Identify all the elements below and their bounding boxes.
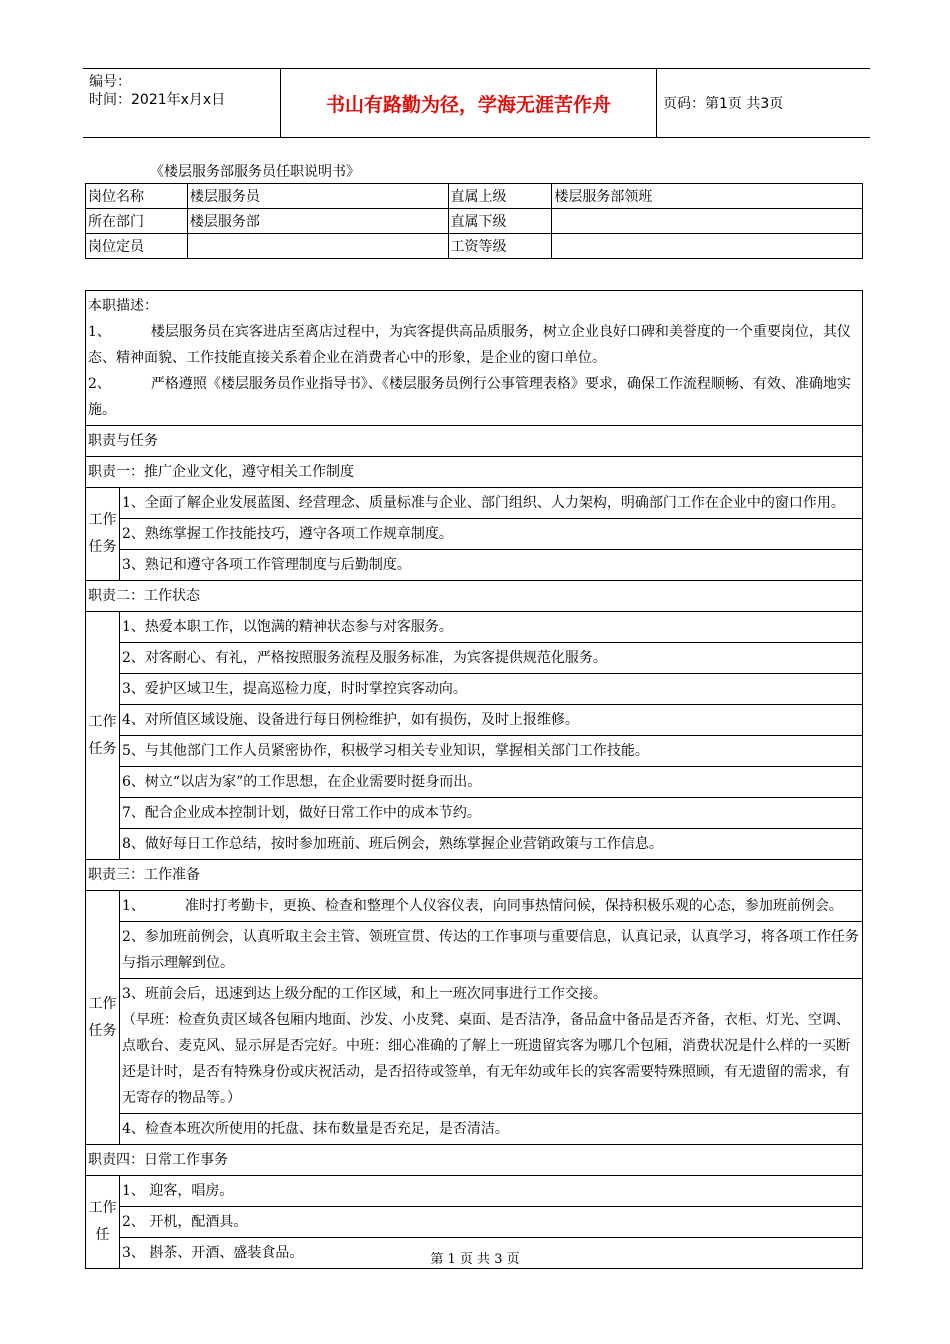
task-item: 7、配合企业成本控制计划，做好日常工作中的成本节约。	[120, 798, 863, 829]
item-number: 1、	[88, 324, 111, 340]
position-info-table	[85, 183, 863, 259]
task-item: 4、对所值区域设施、设备进行每日例检维护，如有损伤，及时上报维修。	[120, 705, 863, 736]
task-item: 6、树立“以店为家”的工作思想，在企业需要时挺身而出。	[120, 767, 863, 798]
task-item	[120, 979, 863, 1114]
table-cell	[552, 209, 863, 234]
description-item	[88, 371, 860, 423]
duties-table	[85, 290, 863, 1269]
description-row	[86, 291, 863, 426]
number-label: 编号：	[89, 74, 131, 90]
task-item: 3、爱护区域卫生，提高巡检力度，时时掌控宾客动向。	[120, 674, 863, 705]
task-detail: （早班：检查负责区域各包厢内地面、沙发、小皮凳、桌面、是否洁净，备品盒中备品是否齐备，衣柜、灯光、空调、点歌台、麦克风、显示屏是否完好。中班：细心准确的了解上一班遗留宾客为哪几个包厢，消费状况是什么样的一买断还是计时，是否有特殊身份或庆祝活动，是否招待或签单，有无年幼或年长的宾客需要特殊照顾，有无遗留的需求，有无寄存的物品等。）	[122, 1012, 850, 1106]
table-row	[86, 184, 863, 209]
task-item: 1、 迎客，唱房。	[120, 1176, 863, 1207]
duty-title: 职责三：工作准备	[86, 860, 863, 891]
task-item: 1、热爱本职工作，以饱满的精神状态参与对客服务。	[120, 612, 863, 643]
table-cell: 工资等级	[448, 234, 552, 259]
task-side-label: 工作任务	[86, 488, 120, 581]
table-cell: 楼层服务部	[187, 209, 448, 234]
task-item: 5、与其他部门工作人员紧密协作，积极学习相关专业知识，掌握相关部门工作技能。	[120, 736, 863, 767]
table-cell: 直属上级	[448, 184, 552, 209]
table-cell: 岗位定员	[86, 234, 188, 259]
task-item	[120, 891, 863, 922]
task-item: 3、熟记和遵守各项工作管理制度与后勤制度。	[120, 550, 863, 581]
task-item: 2、对客耐心、有礼，严格按照服务流程及服务标准，为宾客提供规范化服务。	[120, 643, 863, 674]
duties-heading: 职责与任务	[86, 426, 863, 457]
task-side-label: 工作任务	[86, 891, 120, 1145]
task-item: 8、做好每日工作总结，按时参加班前、班后例会，熟练掌握企业营销政策与工作信息。	[120, 829, 863, 860]
duty-title: 职责二：工作状态	[86, 581, 863, 612]
task-item: 2、参加班前例会，认真听取主会主管、领班宣贯、传达的工作事项与重要信息，认真记录，认真学习，将各项工作任务与指示理解到位。	[120, 922, 863, 979]
duty-title: 职责四：日常工作事务	[86, 1145, 863, 1176]
table-cell	[552, 234, 863, 259]
description-item	[88, 319, 860, 371]
description-heading: 本职描述：	[88, 298, 158, 314]
table-row	[86, 209, 863, 234]
table-cell: 所在部门	[86, 209, 188, 234]
duty-title: 职责一：推广企业文化，遵守相关工作制度	[86, 457, 863, 488]
table-cell: 楼层服务员	[187, 184, 448, 209]
header-meta	[83, 69, 278, 137]
page-footer: 第 1 页 共 3 页	[430, 1252, 520, 1267]
task-item: 4、检查本班次所使用的托盘、抹布数量是否充足，是否清洁。	[120, 1114, 863, 1145]
document-header	[83, 68, 870, 138]
table-cell: 岗位名称	[86, 184, 188, 209]
task-text: 3、班前会后，迅速到达上级分配的工作区域，和上一班次同事进行工作交接。	[122, 986, 607, 1002]
task-item: 1、全面了解企业发展蓝图、经营理念、质量标准与企业、部门组织、人力架构，明确部门工作在企业中的窗口作用。	[120, 488, 863, 519]
table-row	[86, 234, 863, 259]
table-cell: 楼层服务部领班	[552, 184, 863, 209]
task-item: 3、 斟茶、开酒、盛装食品。	[120, 1238, 863, 1269]
header-motto: 书山有路勤为径，学海无涯苦作舟	[280, 69, 657, 137]
item-number: 2、	[88, 376, 111, 392]
document-title: 《楼层服务部服务员任职说明书》	[150, 164, 360, 180]
task-side-label: 工作任务	[86, 612, 120, 860]
item-text: 准时打考勤卡，更换、检查和整理个人仪容仪表，向同事热情问候，保持积极乐观的心态，参加班前例会。	[184, 898, 843, 914]
job-description	[86, 291, 863, 426]
task-item: 2、熟练掌握工作技能技巧，遵守各项工作规章制度。	[120, 519, 863, 550]
task-item: 2、 开机，配酒具。	[120, 1207, 863, 1238]
table-cell: 直属下级	[448, 209, 552, 234]
task-side-label: 工作任	[86, 1176, 120, 1269]
table-cell	[187, 234, 448, 259]
item-text: 严格遵照《楼层服务员作业指导书》、《楼层服务员例行公事管理表格》要求，确保工作流程顺畅、有效、准确地实施。	[88, 376, 851, 418]
item-number: 1、	[122, 898, 145, 914]
date-label: 时间：2021年x月x日	[89, 92, 226, 108]
header-page-info: 页码：第1页 共3页	[663, 96, 784, 112]
item-text: 楼层服务员在宾客进店至离店过程中，为宾客提供高品质服务，树立企业良好口碑和美誉度的一个重要岗位，其仪态、精神面貌、工作技能直接关系着企业在消费者心中的形象，是企业的窗口单位。	[88, 324, 851, 366]
